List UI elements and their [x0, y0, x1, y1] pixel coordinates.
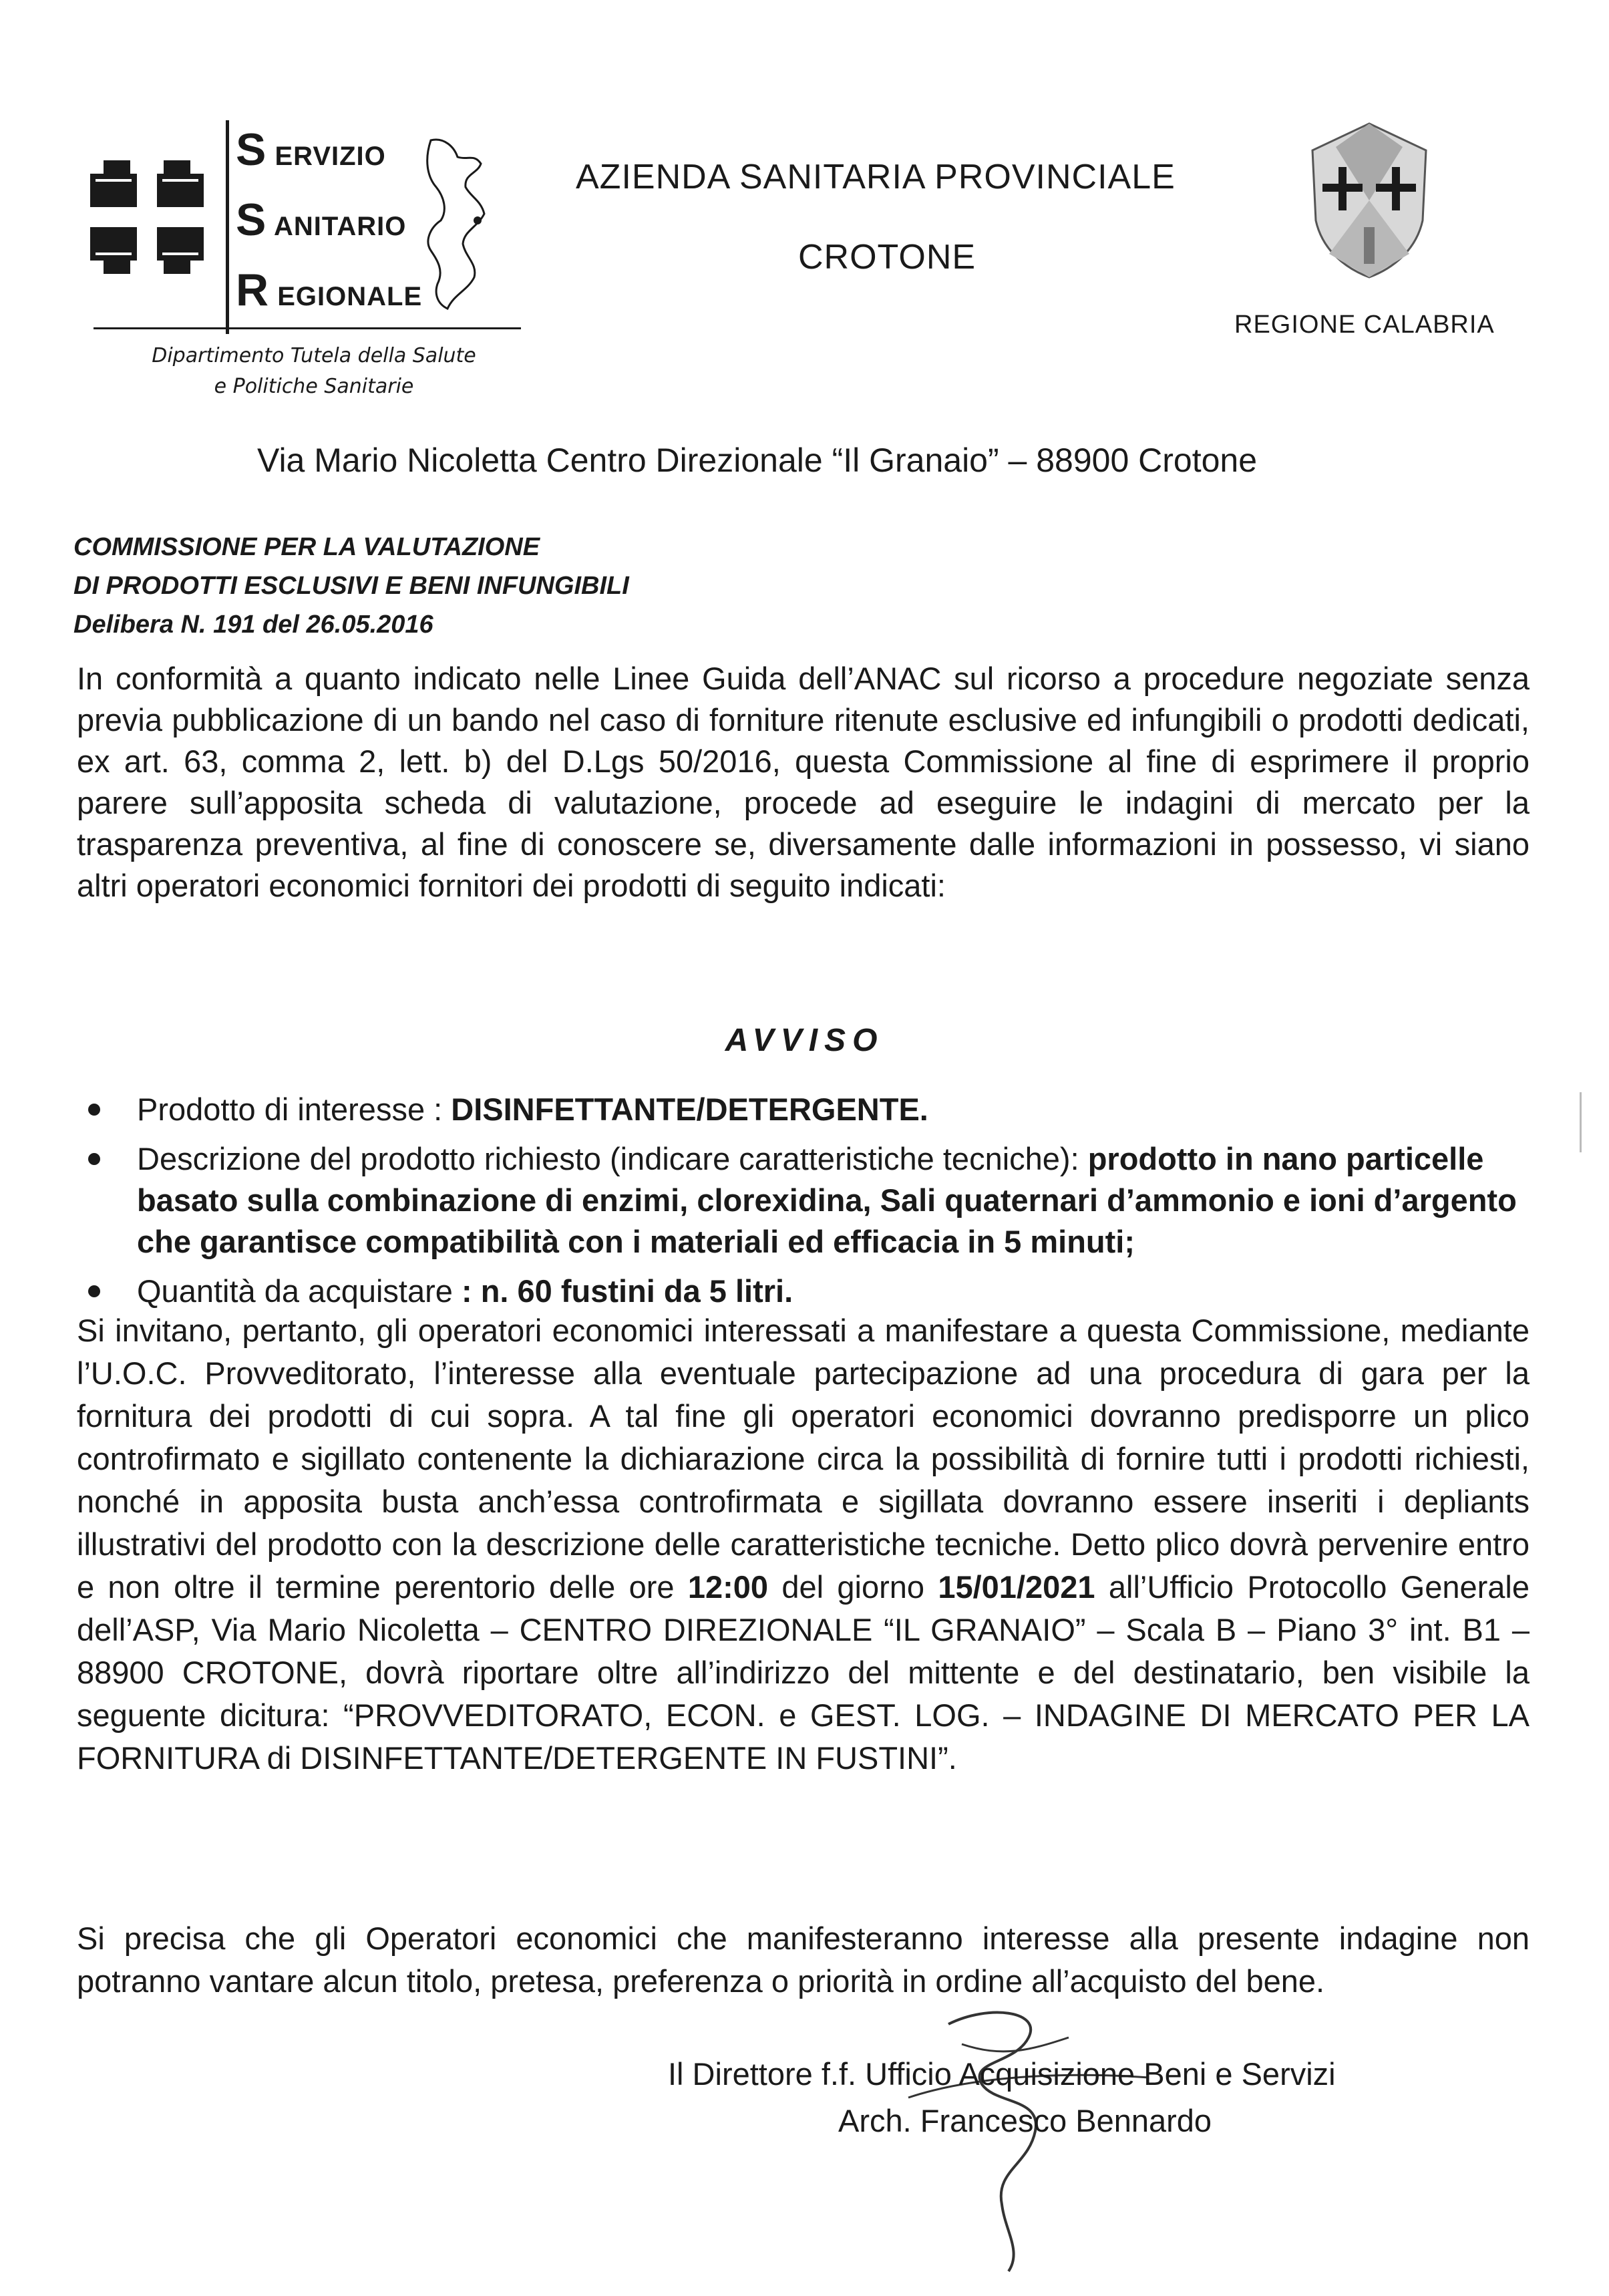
- invite-paragraph: Si invitano, pertanto, gli operatori economici interessati a manifestare a questa Commissione, mediante l’U.O.C. Provveditorato, l’interesse alla eventuale partecipazione ad una procedura di gara per la fornitura dei prodotti di cui sopra. A tal fine gli operatori economici dovranno predisporre un plico controfirmato e sigillato contenente la dichiarazione circa la possibilità di fornire tutti i prodotti richiesti, nonché in apposita busta anch’essa controfirmata e sigillata dovranno essere inseriti i depliants illustrativi del prodotto con la descrizione delle caratteristiche tecniche. Detto plico dovrà pervenire entro e non oltre il termine perentorio delle ore 12:00 del giorno 15/01/2021 all’Ufficio Protocollo Generale dell’ASP, Via Mario Nicoletta – CENTRO DIREZIONALE “IL GRANAIO” – Scala B – Piano 3° int. B1 – 88900 CROTONE, dovrà riportare oltre all’indirizzo del mittente e del destinatario, ben visibile la seguente dicitura: “PROVVEDITORATO, ECON. e GEST. LOG. – INDAGINE DI MERCATO PER LA FORNITURA di DISINFETTANTE/DETERGENTE IN FUSTINI”.: [77, 1313, 1530, 1776]
- commission-heading: [73, 528, 629, 644]
- commission-line-1: COMMISSIONE PER LA VALUTAZIONE: [73, 533, 540, 561]
- list-item-quantity: Quantità da acquistare : n. 60 fustini da 5 litri.: [80, 1271, 1536, 1312]
- scan-artifact: [1580, 1092, 1582, 1152]
- cross-logo-icon: [90, 160, 204, 274]
- ssr-line-servizio: S ERVIZIO: [236, 124, 386, 175]
- intro-paragraph: In conformità a quanto indicato nelle Linee Guida dell’ANAC sul ricorso a procedure negoziate senza previa pubblicazione di un bando nel caso di forniture ritenute esclusive ed infungibili o prodotti dedicati, ex art. 63, comma 2, lett. b) del D.Lgs 50/2016, questa Commissione al fine di esprimere il proprio parere sull’apposita scheda di valutazione, procede ad eseguire le indagini di mercato per la trasparenza preventiva, al fine di conoscere se, diversamente dalle informazioni in possesso, vi siano altri operatori economici fornitori dei prodotti di seguito indicati:: [77, 661, 1530, 903]
- address-line: Via Mario Nicoletta Centro Direzionale “Il Granaio” – 88900 Crotone: [257, 442, 1258, 479]
- bullet-icon: [88, 1285, 100, 1297]
- list-item-description: Descrizione del prodotto richiesto (indicare caratteristiche tecniche): prodotto in nano particelle basato sulla combinazione di enzimi, clorexidina, Sali quaternari d’ammonio e ioni d’argento che garantisce compatibilità con i materiali ed efficacia in 5 minuti;: [80, 1138, 1536, 1263]
- header-underline: [94, 327, 521, 329]
- deadline-date: 15/01/2021: [938, 1569, 1095, 1605]
- signer-title: Il Direttore f.f. Ufficio Acquisizione Beni e Servizi: [668, 2056, 1336, 2092]
- region-label: REGIONE CALABRIA: [1234, 311, 1495, 339]
- signature-block: [668, 2051, 1469, 2144]
- bullet-icon: [88, 1104, 100, 1116]
- disclaimer-paragraph: Si precisa che gli Operatori economici che manifesteranno interesse alla presente indagine non potranno vantare alcun titolo, pretesa, preferenza o priorità in ordine all’acquisto del bene.: [77, 1921, 1530, 1999]
- commission-line-2: DI PRODOTTI ESCLUSIVI E BENI INFUNGIBILI: [73, 572, 629, 600]
- ssr-line-regionale: R EGIONALE: [236, 265, 423, 315]
- bullet-icon: [88, 1153, 100, 1165]
- commission-line-3: Delibera N. 191 del 26.05.2016: [73, 611, 433, 639]
- deadline-time: 12:00: [687, 1569, 769, 1605]
- signer-name: Arch. Francesco Bennardo: [838, 2103, 1212, 2138]
- ssr-line-sanitario: S ANITARIO: [236, 194, 407, 245]
- list-item-product: Prodotto di interesse : DISINFETTANTE/DETERGENTE.: [80, 1089, 1536, 1130]
- avviso-title: AVVISO: [725, 1023, 884, 1058]
- ssr-divider: [226, 120, 229, 334]
- calabria-map-icon: [417, 134, 491, 314]
- calabria-coat-of-arms-icon: [1302, 120, 1436, 281]
- ssr-logo: [90, 120, 518, 341]
- agency-name: AZIENDA SANITARIA PROVINCIALE: [576, 158, 1176, 196]
- agency-city: CROTONE: [798, 238, 976, 277]
- department-text: Dipartimento Tutela della Salute e Politiche Sanitarie: [152, 344, 476, 398]
- product-list: [80, 1089, 1536, 1320]
